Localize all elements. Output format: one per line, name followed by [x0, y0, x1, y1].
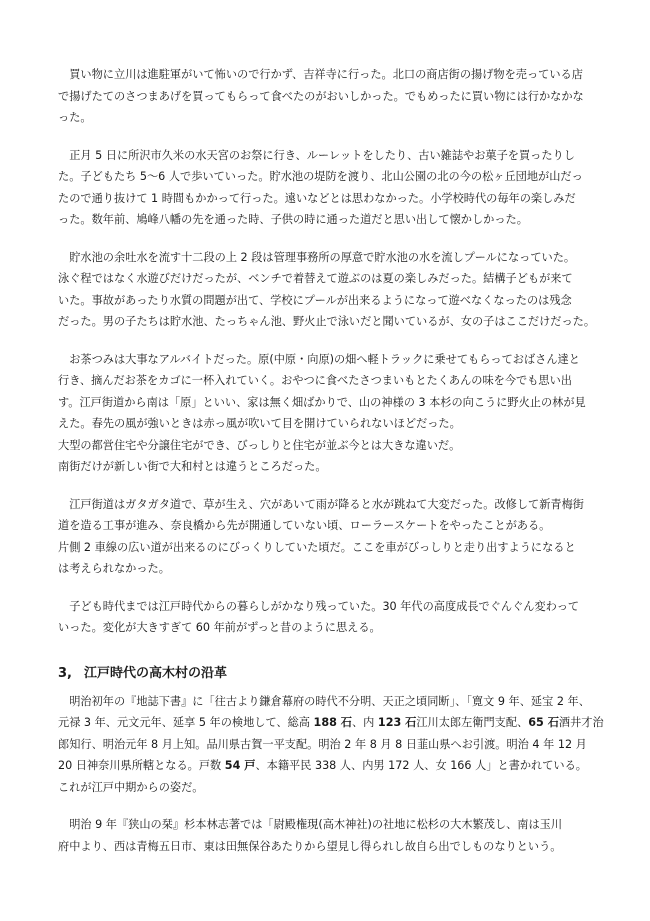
text-line: 南街だけが新しい街で大和村とは違うところだった。	[58, 460, 327, 473]
section-body	[58, 691, 606, 858]
section-title: 江戸時代の高木村の沿革	[83, 665, 227, 681]
text-line: った。	[58, 111, 92, 124]
text-line: だった。男の子たちは貯水池、たっちゃん池、野火止で泳いだと聞いているが、女の子はここだけだった。	[58, 315, 596, 328]
text-line: いた。事故があったり水質の問題が出て、学校にプールが出来るようになって遊べなくなったのは残念	[58, 293, 572, 307]
memoir-body	[58, 64, 606, 639]
text-segment: 酒井才治	[558, 716, 604, 729]
document-page	[58, 64, 606, 857]
section-heading	[58, 663, 606, 685]
paragraph	[58, 349, 606, 478]
paragraph	[58, 596, 606, 639]
text-line: す。江戸街道から南は「原」といい、家は無く畑ばかりで、山の神様の 3 本杉の向こうに野火止の林が見	[58, 395, 586, 409]
text-segment: 郎知行、明治元年 8 月上知。品川県古賀一平支配。明治 2 年 8 月 8 日韮山県へお引渡。明治 4 年 12 月	[58, 737, 587, 751]
paragraph	[58, 247, 606, 333]
text-line	[58, 755, 606, 777]
paragraph	[58, 64, 606, 129]
text-line: 片側 2 車線の広い道が出来るのにびっくりしていた頃だ。ここを車がびっしりと走り出すようになると	[58, 540, 576, 554]
text-line: いった。変化が大きすぎて 60 年前がずっと昔のように思える。	[58, 621, 381, 634]
paragraph-gap	[58, 231, 606, 247]
paragraph	[58, 494, 606, 580]
text-line: えた。春先の風が強いときは赤っ風が吹いて目を開けていられないほどだった。	[58, 417, 461, 430]
section-paragraph	[58, 814, 606, 857]
text-line: 泳ぐ程ではなく水遊びだけだったが、ベンチで着替えて遊ぶのは夏の楽しみだった。結構子どもが来て	[58, 272, 573, 285]
text-segment: 明治初年の『地誌下書』に「往古より鎌倉幕府の時代不分明、天正之頃同断」、「寛文 9 年、延宝 2 年、	[58, 694, 590, 708]
paragraph	[58, 145, 606, 231]
bold-figure: 65 石	[528, 716, 559, 729]
text-line: お茶つみは大事なアルバイトだった。原(中原・向原)の畑へ軽トラックに乗せてもらっておばさん達と	[58, 352, 580, 366]
text-line: 正月 5 日に所沢市久米の水天宮のお祭に行き、ルーレットをしたり、古い雑誌やお菓子を買ったりし	[58, 148, 575, 162]
text-segment: 府中より、西は青梅五日市、東は田無保谷あたりから望見し得られし故自ら出でしものなりという。	[58, 839, 562, 853]
text-segment: 、内	[351, 716, 378, 729]
bold-figure: 188 石	[313, 716, 352, 729]
text-line	[58, 734, 606, 756]
text-line	[58, 814, 606, 836]
text-line: た。子どもたち 5～6 人で歩いていった。貯水池の堤防を渡り、北山公園の北の今の松ヶ丘団地が山だっ	[58, 170, 583, 183]
text-line: 貯水池の余吐水を流す十二段の上 2 段は管理事務所の厚意で貯水池の水を流しプールになっていた。	[58, 250, 576, 264]
text-line: 江戸街道はガタガタ道で、草が生え、穴があいて雨が降ると水が跳ねて大変だった。改修して新青梅街	[58, 497, 584, 511]
text-line: 子ども時代までは江戸時代からの暮らしがかなり残っていた。30 年代の高度成長でぐんぐん変わって	[58, 599, 580, 613]
paragraph-gap	[58, 798, 606, 814]
text-segment: 20 日神奈川県所轄となる。戸数	[58, 759, 225, 772]
text-segment: 、本籍平民 338 人、内男 172 人、女 166 人」と書かれている。	[255, 759, 587, 772]
section-number: 3,	[58, 665, 72, 681]
bold-figure: 54 戸	[224, 759, 256, 772]
text-segment: 明治 9 年『狭山の栞』杉本林志著では「尉殿権現(高木神社)の社地に松杉の大木繁茂し、南は玉川	[58, 818, 563, 831]
bold-figure: 123 石	[377, 716, 417, 729]
section-paragraph	[58, 691, 606, 799]
text-line	[58, 691, 606, 713]
paragraph-gap	[58, 333, 606, 349]
text-line: った。数年前、鳩峰八幡の先を通った時、子供の時に通った道だと思い出して懐かしかった。	[58, 213, 528, 226]
text-segment: 江川太郎左衛門支配、	[416, 716, 529, 729]
text-line: 行き、摘んだお茶をカゴに一杯入れていく。おやつに食べたさつまいもとたくあんの味を今でも思い出	[58, 374, 572, 387]
paragraph-gap	[58, 580, 606, 596]
text-line: 道を造る工事が進み、奈良橋から先が開通していない頃、ローラースケートをやったことがある。	[58, 519, 551, 532]
text-line: は考えられなかった。	[58, 562, 170, 575]
text-line	[58, 777, 606, 799]
paragraph-gap	[58, 129, 606, 145]
paragraph-gap	[58, 478, 606, 494]
text-line: たので通り抜けて 1 時間もかかって行った。遠いなどとは思わなかった。小学校時代の毎年の楽しみだ	[58, 191, 576, 205]
text-line	[58, 836, 606, 858]
text-segment: 元禄 3 年、元文元年、延享 5 年の検地して、総高	[58, 716, 314, 729]
text-line: 大型の都営住宅や分譲住宅ができ、びっしりと住宅が並ぶ今とは大きな違いだ。	[58, 438, 461, 452]
text-line: 買い物に立川は進駐軍がいて怖いので行かず、吉祥寺に行った。北口の商店街の揚げ物を売っている店	[58, 68, 583, 81]
text-line	[58, 712, 606, 734]
text-segment: これが江戸中期からの姿だ。	[58, 780, 204, 794]
text-line: で揚げたてのさつまあげを買ってもらって食べたのがおいしかった。でもめったに買い物には行かなかな	[58, 89, 584, 103]
